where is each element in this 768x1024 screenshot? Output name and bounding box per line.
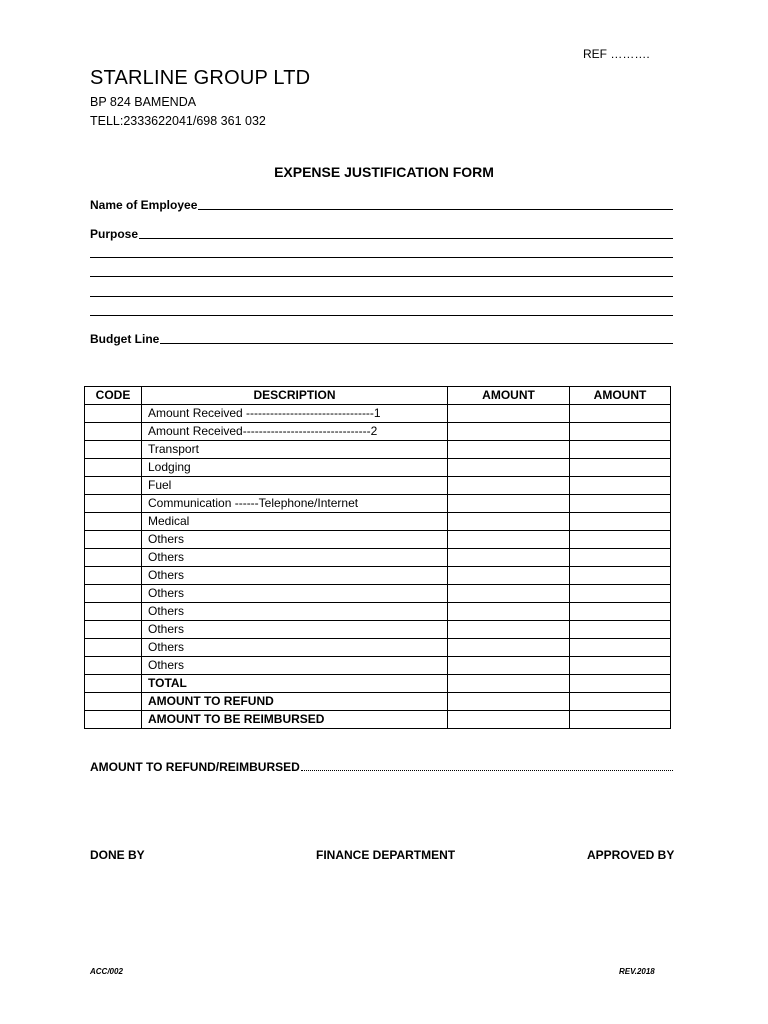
- amount-cell[interactable]: [448, 477, 570, 495]
- amount-cell[interactable]: [448, 495, 570, 513]
- refund-dotted-line: [301, 770, 673, 771]
- budget-line-field[interactable]: [90, 330, 673, 346]
- company-telephone: TELL:2333622041/698 361 032: [90, 114, 266, 128]
- done-by-label: DONE BY: [90, 848, 145, 862]
- amount-cell[interactable]: [570, 657, 671, 675]
- description-cell: Fuel: [142, 477, 448, 495]
- amount-cell[interactable]: [448, 585, 570, 603]
- amount-cell[interactable]: [448, 711, 570, 729]
- amount-cell[interactable]: [448, 459, 570, 477]
- amount-cell[interactable]: [570, 423, 671, 441]
- purpose-blank-line[interactable]: [90, 315, 673, 316]
- code-cell[interactable]: [85, 711, 142, 729]
- amount-to-refund-reimbursed[interactable]: [90, 760, 673, 774]
- code-cell[interactable]: [85, 549, 142, 567]
- amount-cell[interactable]: [448, 639, 570, 657]
- description-cell: Others: [142, 531, 448, 549]
- description-cell: Others: [142, 567, 448, 585]
- amount-cell[interactable]: [448, 423, 570, 441]
- amount-cell[interactable]: [570, 441, 671, 459]
- table-row: [85, 549, 671, 567]
- amount-cell[interactable]: [570, 513, 671, 531]
- table-row: [85, 639, 671, 657]
- amount-cell[interactable]: [448, 441, 570, 459]
- table-row: [85, 423, 671, 441]
- company-address: BP 824 BAMENDA: [90, 95, 197, 109]
- description-cell: Others: [142, 585, 448, 603]
- code-cell[interactable]: [85, 639, 142, 657]
- description-cell: AMOUNT TO REFUND: [142, 693, 448, 711]
- purpose-blank-line[interactable]: [90, 276, 673, 277]
- amount-cell[interactable]: [570, 711, 671, 729]
- amount-cell[interactable]: [448, 567, 570, 585]
- table-row: [85, 603, 671, 621]
- amount-cell[interactable]: [570, 621, 671, 639]
- code-cell[interactable]: [85, 513, 142, 531]
- table-row: [85, 405, 671, 423]
- table-row: [85, 477, 671, 495]
- form-code: ACC/002: [90, 967, 123, 976]
- table-row: [85, 711, 671, 729]
- amount-cell[interactable]: [448, 693, 570, 711]
- amount-cell[interactable]: [570, 549, 671, 567]
- refund-label: AMOUNT TO REFUND/REIMBURSED: [90, 760, 300, 774]
- table-row: [85, 675, 671, 693]
- code-cell[interactable]: [85, 531, 142, 549]
- table-row: [85, 585, 671, 603]
- description-cell: Others: [142, 639, 448, 657]
- amount-cell[interactable]: [448, 405, 570, 423]
- amount-cell[interactable]: [448, 549, 570, 567]
- table-header-row: [85, 387, 671, 405]
- budget-line-label: Budget Line: [90, 332, 160, 346]
- amount-cell[interactable]: [570, 459, 671, 477]
- description-cell: Amount Received--------------------------------2: [142, 423, 448, 441]
- table-row: [85, 657, 671, 675]
- code-cell[interactable]: [85, 621, 142, 639]
- code-cell[interactable]: [85, 405, 142, 423]
- amount-cell[interactable]: [570, 693, 671, 711]
- code-cell[interactable]: [85, 693, 142, 711]
- table-row: [85, 441, 671, 459]
- code-cell[interactable]: [85, 441, 142, 459]
- table-row: [85, 567, 671, 585]
- code-cell[interactable]: [85, 459, 142, 477]
- table-row: [85, 531, 671, 549]
- header-amount: AMOUNT: [448, 387, 570, 405]
- description-cell: Others: [142, 621, 448, 639]
- purpose-line: [139, 238, 673, 239]
- purpose-field[interactable]: [90, 225, 673, 241]
- header-amount: AMOUNT: [570, 387, 671, 405]
- finance-department-label: FINANCE DEPARTMENT: [316, 848, 456, 862]
- amount-cell[interactable]: [570, 639, 671, 657]
- employee-name-field[interactable]: [90, 196, 673, 212]
- amount-cell[interactable]: [570, 477, 671, 495]
- code-cell[interactable]: [85, 603, 142, 621]
- code-cell[interactable]: [85, 423, 142, 441]
- purpose-blank-line[interactable]: [90, 296, 673, 297]
- table-row: [85, 621, 671, 639]
- reference-number: REF ……….: [583, 47, 650, 61]
- description-cell: Amount Received --------------------------------1: [142, 405, 448, 423]
- amount-cell[interactable]: [570, 495, 671, 513]
- table-row: [85, 495, 671, 513]
- header-description: DESCRIPTION: [142, 387, 448, 405]
- description-cell: AMOUNT TO BE REIMBURSED: [142, 711, 448, 729]
- company-name: STARLINE GROUP LTD: [90, 67, 311, 89]
- approved-by-label: APPROVED BY: [587, 848, 675, 862]
- description-cell: Others: [142, 603, 448, 621]
- amount-cell[interactable]: [448, 657, 570, 675]
- amount-cell[interactable]: [448, 621, 570, 639]
- amount-cell[interactable]: [570, 603, 671, 621]
- description-cell: Lodging: [142, 459, 448, 477]
- amount-cell[interactable]: [448, 513, 570, 531]
- code-cell[interactable]: [85, 567, 142, 585]
- code-cell[interactable]: [85, 585, 142, 603]
- description-cell: Communication ------Telephone/Internet: [142, 495, 448, 513]
- amount-cell[interactable]: [570, 675, 671, 693]
- header-code: CODE: [85, 387, 142, 405]
- table-row: [85, 459, 671, 477]
- form-revision: REV.2018: [619, 967, 655, 976]
- budget-line-line: [160, 343, 673, 344]
- description-cell: Medical: [142, 513, 448, 531]
- code-cell[interactable]: [85, 657, 142, 675]
- amount-cell[interactable]: [570, 567, 671, 585]
- form-title: EXPENSE JUSTIFICATION FORM: [274, 164, 494, 180]
- description-cell: Others: [142, 657, 448, 675]
- amount-cell[interactable]: [570, 531, 671, 549]
- table-row: [85, 693, 671, 711]
- table-row: [85, 513, 671, 531]
- employee-name-line: [198, 209, 673, 210]
- description-cell: TOTAL: [142, 675, 448, 693]
- description-cell: Others: [142, 549, 448, 567]
- amount-cell[interactable]: [448, 603, 570, 621]
- description-cell: Transport: [142, 441, 448, 459]
- amount-cell[interactable]: [448, 675, 570, 693]
- expense-table: [84, 386, 671, 729]
- purpose-label: Purpose: [90, 227, 139, 241]
- amount-cell[interactable]: [448, 531, 570, 549]
- amount-cell[interactable]: [570, 585, 671, 603]
- amount-cell[interactable]: [570, 405, 671, 423]
- employee-name-label: Name of Employee: [90, 198, 198, 212]
- purpose-blank-line[interactable]: [90, 257, 673, 258]
- code-cell[interactable]: [85, 495, 142, 513]
- code-cell[interactable]: [85, 477, 142, 495]
- code-cell[interactable]: [85, 675, 142, 693]
